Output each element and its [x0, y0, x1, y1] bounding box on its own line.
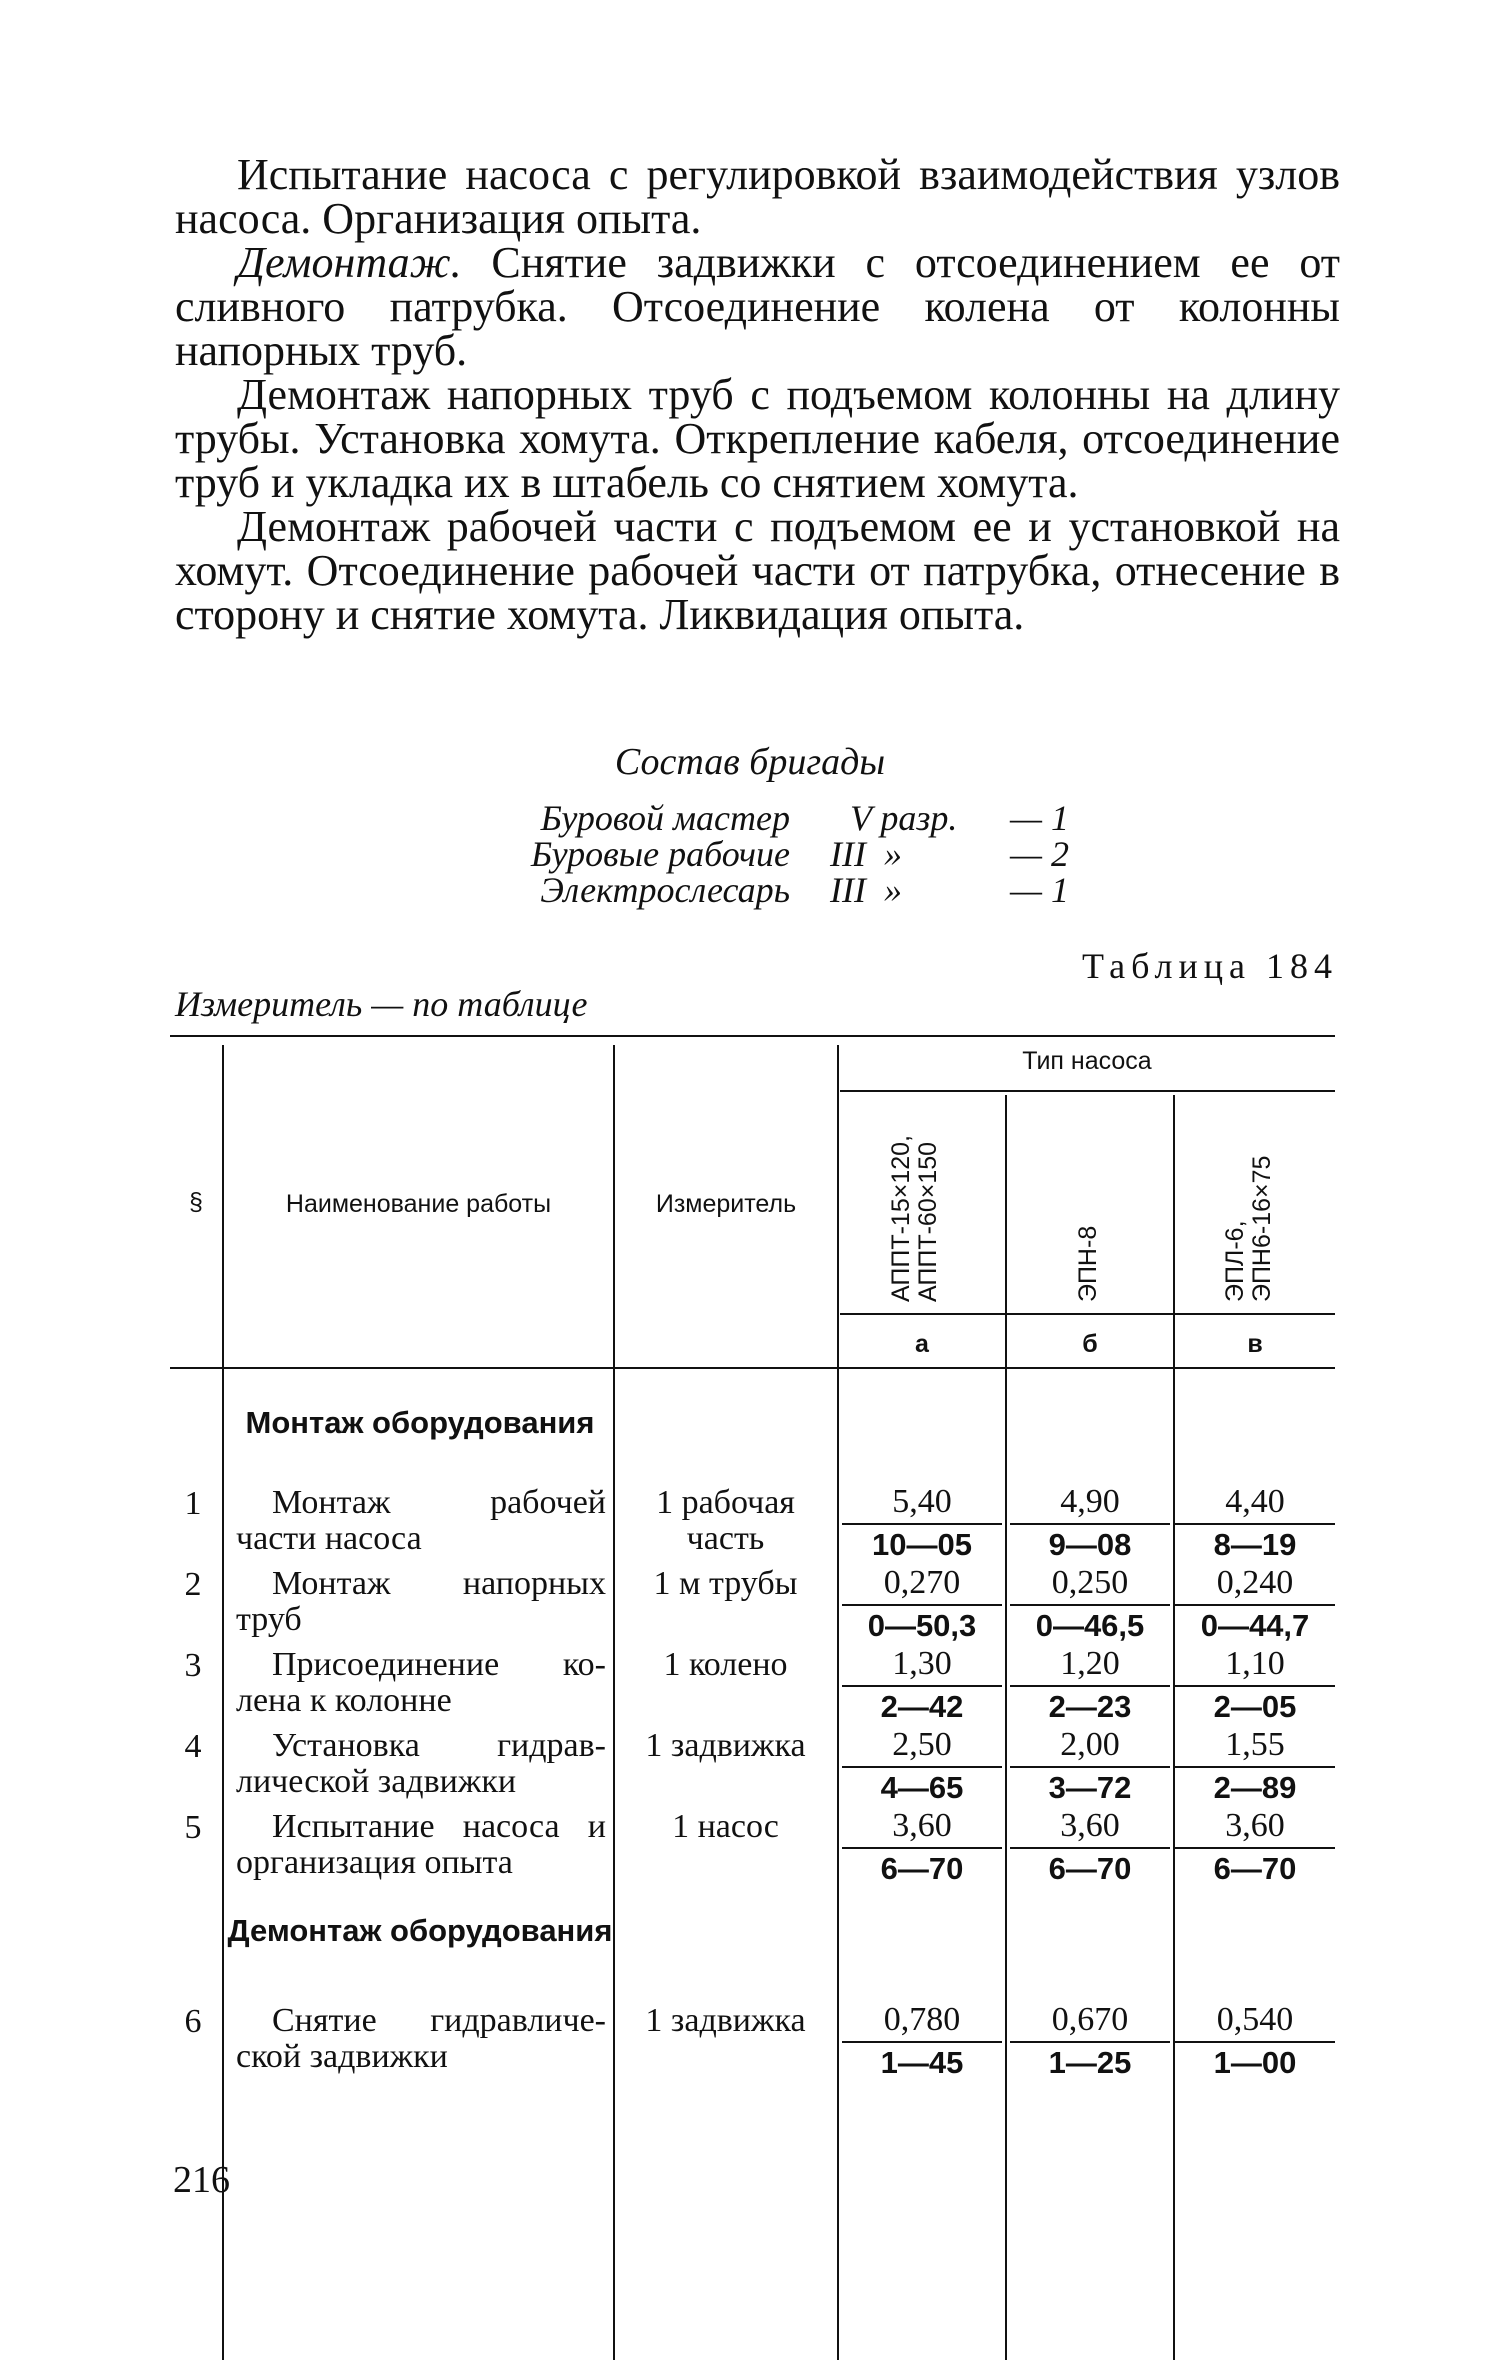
row-number: 4 — [184, 1728, 202, 1765]
norm-time-b: 3,60 — [1010, 1807, 1170, 1849]
work-name-line-2: части насоса — [236, 1520, 422, 1557]
work-name-line-1: Установка гидрав- — [272, 1727, 606, 1764]
header-work: Наименование работы — [285, 1190, 552, 1218]
pump-type-rule — [840, 1090, 1335, 1092]
norm-time-b: 2,00 — [1010, 1726, 1170, 1768]
row-number: 5 — [184, 1809, 202, 1846]
unit-line-1: 1 задвижка — [645, 2002, 806, 2039]
work-name — [236, 1809, 606, 1881]
section-heading-assembly: Монтаж оборудования — [245, 1405, 595, 1440]
header-letter-b: б — [1082, 1330, 1098, 1358]
row-number: 3 — [184, 1647, 202, 1684]
work-name-line-1: Испытание насоса и — [272, 1808, 606, 1845]
crew-count: — 2 — [1010, 834, 1070, 874]
row-number: 6 — [184, 2003, 202, 2040]
work-name-line-2: труб — [236, 1601, 302, 1638]
unit-line-1: 1 рабочая — [656, 1484, 795, 1521]
norm-time-c: 3,60 — [1175, 1807, 1335, 1849]
work-name-line-2: организация опыта — [236, 1844, 513, 1881]
crew-list — [0, 800, 1500, 908]
work-name — [236, 1647, 606, 1719]
row-number: 1 — [184, 1485, 202, 1522]
cost-c: 2—05 — [1213, 1689, 1297, 1724]
column-divider-work — [613, 1045, 615, 2360]
header-unit: Измеритель — [655, 1190, 797, 1218]
unit-line-1: 1 задвижка — [645, 1727, 806, 1764]
norm-time-c: 0,240 — [1175, 1564, 1335, 1606]
norm-time-a: 2,50 — [842, 1726, 1002, 1768]
unit-line-1: 1 м трубы — [653, 1565, 798, 1602]
work-name-line-2: ской задвижки — [236, 2038, 448, 2075]
norm-time-a: 3,60 — [842, 1807, 1002, 1849]
norm-time-c: 0,540 — [1175, 2001, 1335, 2043]
work-name-line-2: лической задвижки — [236, 1763, 517, 1800]
paragraph-2 — [175, 238, 1340, 375]
crew-role: Электрослесарь — [540, 870, 790, 910]
cost-a: 1—45 — [880, 2045, 964, 2080]
page-number: 216 — [173, 2159, 230, 2201]
letters-rule — [840, 1313, 1335, 1315]
cost-b: 9—08 — [1048, 1527, 1132, 1562]
work-name — [236, 1728, 606, 1800]
unit-line-1: 1 насос — [672, 1808, 779, 1845]
unit-line-1: 1 колено — [663, 1646, 788, 1683]
column-divider-unit — [837, 1045, 839, 2360]
cost-b: 2—23 — [1048, 1689, 1132, 1724]
cost-c: 6—70 — [1213, 1851, 1297, 1886]
intro-text — [175, 150, 1340, 639]
cost-b: 6—70 — [1048, 1851, 1132, 1886]
work-name — [236, 1485, 606, 1557]
paragraph-2-body: Снятие задвижки с отсоединением ее от сливного патрубка. Отсоединение колена от колонны напорных труб. — [175, 238, 1340, 375]
crew-role: Буровой мастер — [540, 798, 790, 838]
paragraph-1: Испытание насоса с регулировкой взаимодействия узлов насоса. Организация опыта. — [175, 150, 1340, 243]
work-name-line-1: Снятие гидравличе- — [272, 2002, 606, 2039]
header-pump-b: ЭПН-8 — [1074, 1225, 1102, 1302]
norm-time-b: 0,670 — [1010, 2001, 1170, 2043]
header-para: § — [189, 1188, 203, 1216]
paragraph-2-lead: Демонтаж. — [237, 238, 462, 287]
norm-time-b: 0,250 — [1010, 1564, 1170, 1606]
crew-rank: V разр. — [850, 798, 958, 838]
work-name — [236, 1566, 606, 1638]
unit-cell — [618, 1566, 833, 1602]
norm-time-b: 1,20 — [1010, 1645, 1170, 1687]
column-divider-a — [1005, 1095, 1007, 2360]
cost-a: 4—65 — [880, 1770, 964, 1805]
cost-b: 1—25 — [1048, 2045, 1132, 2080]
unit-cell — [618, 1647, 833, 1683]
norm-time-a: 5,40 — [842, 1483, 1002, 1525]
table-header-bottom-rule — [170, 1367, 1335, 1369]
unit-cell — [618, 1728, 833, 1764]
crew-rank: III » — [830, 870, 902, 910]
header-pump-a: АППТ-15×120, АППТ-60×150 — [887, 1135, 942, 1302]
cost-c: 8—19 — [1213, 1527, 1297, 1562]
crew-count: — 1 — [1010, 870, 1070, 910]
row-number: 2 — [184, 1566, 202, 1603]
header-pump-type: Тип насоса — [1022, 1047, 1152, 1075]
cost-c: 2—89 — [1213, 1770, 1297, 1805]
unit-cell — [618, 1485, 833, 1557]
paragraph-4: Демонтаж рабочей части с подъемом ее и установкой на хомут. Отсоединение рабочей части от патрубка, отнесение в сторону и снятие хомута. Ликвидация опыта. — [175, 502, 1340, 639]
norm-time-a: 0,780 — [842, 2001, 1002, 2043]
norm-time-a: 1,30 — [842, 1645, 1002, 1687]
work-name-line-2: лена к колонне — [236, 1682, 452, 1719]
header-letter-a: а — [915, 1330, 929, 1358]
work-name — [236, 2003, 606, 2075]
paragraph-3: Демонтаж напорных труб с подъемом колонны на длину трубы. Установка хомута. Открепление кабеля, отсоединение труб и укладка их в штабель со снятием хомута. — [175, 370, 1340, 507]
crew-row — [0, 872, 1500, 908]
unit-cell — [618, 2003, 833, 2039]
unit-cell — [618, 1809, 833, 1845]
norm-time-a: 0,270 — [842, 1564, 1002, 1606]
section-heading-disassembly: Демонтаж оборудования — [227, 1913, 613, 1948]
cost-a: 10—05 — [872, 1527, 972, 1562]
measure-note: Измеритель — по таблице — [175, 984, 588, 1024]
table-top-rule — [170, 1035, 1335, 1037]
table-label: Таблица 184 — [1082, 946, 1338, 986]
crew-row — [0, 836, 1500, 872]
header-pump-c: ЭПЛ-6, ЭПН6-16×75 — [1221, 1155, 1276, 1302]
cost-b: 3—72 — [1048, 1770, 1132, 1805]
cost-a: 6—70 — [880, 1851, 964, 1886]
header-letter-c: в — [1247, 1330, 1263, 1358]
crew-count: — 1 — [1010, 798, 1070, 838]
unit-line-2: часть — [686, 1520, 765, 1557]
work-name-line-1: Монтаж рабочей — [272, 1484, 606, 1521]
crew-role: Буровые рабочие — [530, 834, 790, 874]
crew-row — [0, 800, 1500, 836]
work-name-line-1: Монтаж напорных — [272, 1565, 606, 1602]
cost-c: 1—00 — [1213, 2045, 1297, 2080]
cost-a: 0—50,3 — [867, 1608, 977, 1643]
cost-b: 0—46,5 — [1035, 1608, 1145, 1643]
cost-c: 0—44,7 — [1200, 1608, 1310, 1643]
crew-rank: III » — [830, 834, 902, 874]
cost-a: 2—42 — [880, 1689, 964, 1724]
norm-time-b: 4,90 — [1010, 1483, 1170, 1525]
norm-time-c: 1,55 — [1175, 1726, 1335, 1768]
norm-time-c: 4,40 — [1175, 1483, 1335, 1525]
crew-title: Состав бригады — [614, 741, 886, 783]
norm-time-c: 1,10 — [1175, 1645, 1335, 1687]
work-name-line-1: Присоединение ко- — [272, 1646, 606, 1683]
